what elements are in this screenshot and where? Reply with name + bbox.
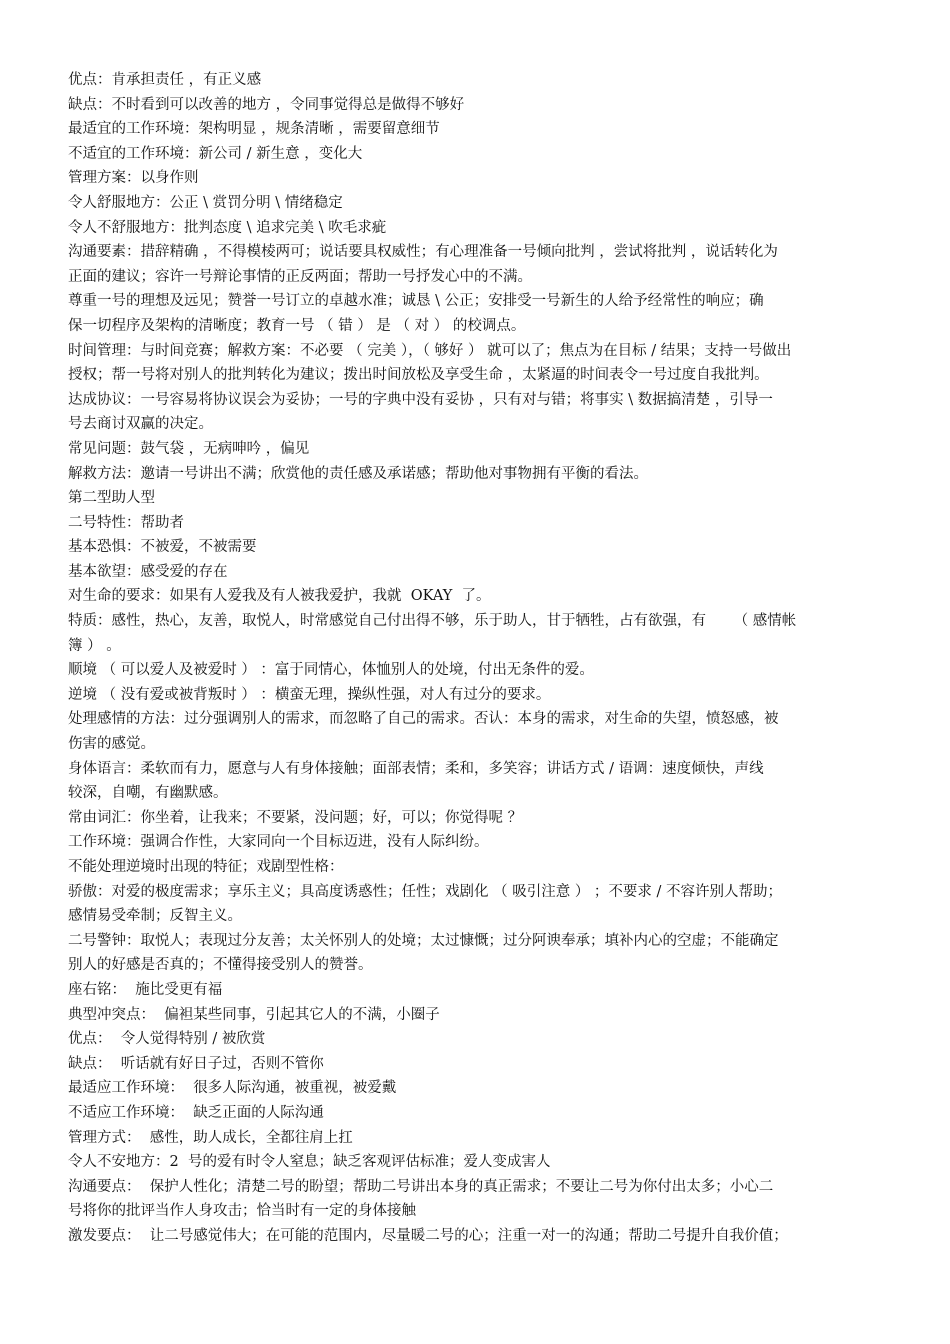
text-line: 身体语言：柔软而有力，愿意与人有身体接触；面部表情；柔和，多笑容；讲话方式 / 语调：速度倾快，声线: [68, 760, 764, 777]
text-line: 座右铭： 施比受更有福: [68, 981, 223, 998]
text-line: 较深，自嘲，有幽默感。: [68, 785, 228, 802]
text-line: 不适宜的工作环境：新公司 / 新生意 ，变化大: [68, 145, 363, 162]
text-line: 授权；帮一号将对别人的批判转化为建议；拨出时间放松及享受生命 ，太紧逼的时间表令一号过度自我批判。: [68, 367, 769, 384]
text-line: 令人舒服地方：公正 \ 赏罚分明 \ 情绪稳定: [68, 194, 343, 211]
text-line: 缺点：不时看到可以改善的地方 ，令同事觉得总是做得不够好: [68, 96, 465, 113]
text-line: 对生命的要求：如果有人爱我及有人被我爱护，我就 OKAY 了。: [68, 588, 491, 605]
text-line: 优点： 令人觉得特别 / 被欣赏: [68, 1031, 266, 1048]
text-line: 工作环境：强调合作性，大家同向一个目标迈进，没有人际纠纷。: [68, 834, 489, 851]
text-line: 常见问题：鼓气袋 ，无病呻吟 ，偏见: [68, 440, 310, 457]
text-line: 缺点： 听话就有好日子过，否则不管你: [68, 1055, 324, 1072]
text-line: 二号特性：帮助者: [68, 514, 184, 531]
text-line: 基本恐惧：不被爱，不被需要: [68, 539, 257, 556]
text-line: 处理感情的方法：过分强调别人的需求，而忽略了自己的需求。否认：本身的需求，对生命的失望，愤怒感，被: [68, 711, 779, 728]
text-line: 正面的建议；容许一号辩论事情的正反两面；帮助一号抒发心中的不满。: [68, 268, 532, 285]
document-page: [68, 68, 884, 1249]
text-line: 簿 ） 。: [68, 637, 121, 654]
text-line: 不能处理逆境时出现的特征；戏剧型性格：: [68, 859, 344, 875]
text-line: 激发要点： 让二号感觉伟大；在可能的范围内，尽量暖二号的心；注重一对一的沟通；帮助二号提升自我价值；: [68, 1227, 788, 1244]
text-line: 特质：感性，热心，友善，取悦人，时常感觉自己付出得不够，乐于助人，甘于牺牲，占有欲强，有 （ 感情帐: [68, 613, 797, 630]
text-line: 令人不舒服地方：批判态度 \ 追求完美 \ 吹毛求疵: [68, 219, 387, 236]
text-line: 管理方案：以身作则: [68, 170, 199, 187]
text-line: 二号警钟：取悦人；表现过分友善；太关怀别人的处境；太过慷慨；过分阿谀奉承；填补内心的空虚；不能确定: [68, 932, 779, 949]
text-line: 沟通要点： 保护人性化；清楚二号的盼望；帮助二号讲出本身的真正需求；不要让二号为你付出太多；小心二: [68, 1178, 774, 1195]
text-line: 最适宜的工作环境：架构明显 ，规条清晰 ，需要留意细节: [68, 121, 440, 138]
section-heading: 第二型助人型: [68, 490, 155, 507]
text-line: 沟通要素：措辞精确 ，不得模棱两可；说话要具权威性；有心理准备一号倾向批判 ，尝试将批判 ，说话转化为: [68, 244, 778, 261]
text-line: 典型冲突点： 偏袒某些同事，引起其它人的不满，小圈子: [68, 1006, 440, 1023]
text-line: 号去商讨双赢的决定。: [68, 416, 213, 433]
text-line: 逆境 （ 没有爱或被背叛时 ） ：横蛮无理，操纵性强，对人有过分的要求。: [68, 686, 551, 703]
text-line: 优点：肯承担责任 ，有正义感: [68, 72, 262, 88]
text-line: 基本欲望：感受爱的存在: [68, 563, 228, 580]
text-line: 最适应工作环境： 很多人际沟通，被重视，被爱戴: [68, 1080, 397, 1097]
text-line: 令人不安地方：2 号的爱有时令人窒息；缺乏客观评估标准；爱人变成害人: [68, 1154, 551, 1171]
text-line: 管理方式： 感性，助人成长，全都往肩上扛: [68, 1129, 353, 1146]
text-line: 号将你的批评当作人身攻击；恰当时有一定的身体接触: [68, 1203, 416, 1220]
text-line: 保一切程序及架构的清晰度；教育一号 （ 错 ） 是 （ 对 ） 的校调点。: [68, 317, 526, 334]
text-line: 骄傲：对爱的极度需求；享乐主义；具高度诱惑性；任性；戏剧化 （ 吸引注意 ） ；不要求 / 不容许别人帮助；: [68, 883, 783, 900]
text-line: 顺境 （ 可以爱人及被爱时 ） ：富于同情心，体恤别人的处境，付出无条件的爱。: [68, 662, 594, 679]
text-line: 感情易受牵制；反智主义。: [68, 908, 242, 925]
text-line: 达成协议：一号容易将协议误会为妥协；一号的字典中没有妥协 ，只有对与错；将事实 \ 数据搞清楚 ，引导一: [68, 391, 773, 408]
text-line: 不适应工作环境： 缺乏正面的人际沟通: [68, 1104, 324, 1121]
text-line: 伤害的感觉。: [68, 736, 155, 753]
text-line: 尊重一号的理想及远见；赞誉一号订立的卓越水准；诚恳 \ 公正；安排受一号新生的人给予经常性的响应；确: [68, 293, 764, 310]
text-line: 别人的好感是否真的；不懂得接受别人的赞誉。: [68, 957, 373, 974]
text-line: 解救方法：邀请一号讲出不满；欣赏他的责任感及承诺感；帮助他对事物拥有平衡的看法。: [68, 465, 648, 482]
text-line: 时间管理：与时间竞赛；解救方案：不必要 （ 完美 ），（ 够好 ） 就可以了；焦点为在目标 / 结果；支持一号做出: [68, 342, 792, 359]
text-line: 常由词汇：你坐着，让我来；不要紧，没问题；好，可以；你觉得呢 ？: [68, 809, 523, 826]
